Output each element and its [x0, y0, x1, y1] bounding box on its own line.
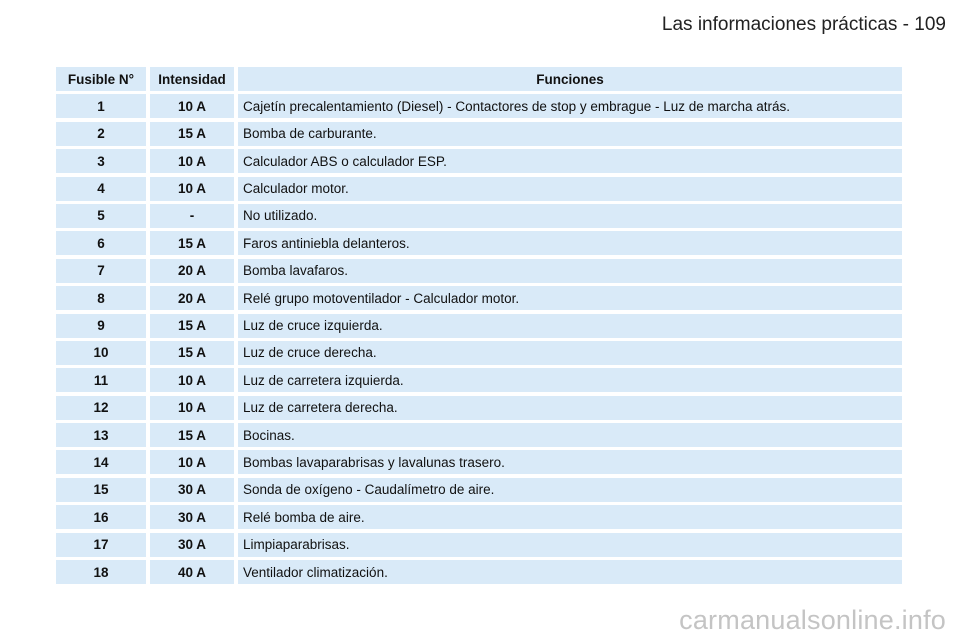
amperage-cell: 15 A — [150, 122, 234, 146]
fuse-number-cell: 14 — [56, 450, 146, 474]
function-cell: Bombas lavaparabrisas y lavalunas trasero. — [238, 450, 902, 474]
fuse-number-cell: 5 — [56, 204, 146, 228]
fuse-number-cell: 2 — [56, 122, 146, 146]
fuse-number-cell: 16 — [56, 505, 146, 529]
table-row — [56, 231, 902, 255]
function-cell: Luz de cruce izquierda. — [238, 314, 902, 338]
function-cell: Sonda de oxígeno - Caudalímetro de aire. — [238, 478, 902, 502]
amperage-cell: 10 A — [150, 149, 234, 173]
fuse-number-cell: 7 — [56, 259, 146, 283]
table-row — [56, 149, 902, 173]
table-row — [56, 94, 902, 118]
fuse-number-cell: 8 — [56, 286, 146, 310]
amperage-cell: 15 A — [150, 423, 234, 447]
fuse-number-cell: 9 — [56, 314, 146, 338]
table-row — [56, 286, 902, 310]
table-row — [56, 450, 902, 474]
amperage-cell: 20 A — [150, 259, 234, 283]
amperage-cell: 30 A — [150, 478, 234, 502]
amperage-cell: 20 A — [150, 286, 234, 310]
table-row — [56, 204, 902, 228]
table-row — [56, 341, 902, 365]
column-header-fuse: Fusible N° — [56, 67, 146, 91]
table-row — [56, 177, 902, 201]
amperage-cell: 15 A — [150, 341, 234, 365]
fuse-number-cell: 15 — [56, 478, 146, 502]
function-cell: Relé bomba de aire. — [238, 505, 902, 529]
amperage-cell: - — [150, 204, 234, 228]
function-cell: No utilizado. — [238, 204, 902, 228]
function-cell: Bomba lavafaros. — [238, 259, 902, 283]
fuse-number-cell: 6 — [56, 231, 146, 255]
column-header-amperage: Intensidad — [150, 67, 234, 91]
amperage-cell: 15 A — [150, 231, 234, 255]
fuse-table — [56, 67, 902, 587]
table-row — [56, 368, 902, 392]
function-cell: Faros antiniebla delanteros. — [238, 231, 902, 255]
fuse-number-cell: 18 — [56, 560, 146, 584]
amperage-cell: 40 A — [150, 560, 234, 584]
table-row — [56, 478, 902, 502]
amperage-cell: 10 A — [150, 177, 234, 201]
table-row — [56, 314, 902, 338]
watermark: carmanualsonline.info — [679, 605, 946, 635]
function-cell: Ventilador climatización. — [238, 560, 902, 584]
fuse-number-cell: 11 — [56, 368, 146, 392]
fuse-number-cell: 13 — [56, 423, 146, 447]
page-header: Las informaciones prácticas - 109 — [661, 14, 946, 35]
fuse-number-cell: 1 — [56, 94, 146, 118]
table-row — [56, 122, 902, 146]
column-header-functions: Funciones — [238, 67, 902, 91]
amperage-cell: 10 A — [150, 368, 234, 392]
table-row — [56, 533, 902, 557]
amperage-cell: 10 A — [150, 450, 234, 474]
table-row — [56, 560, 902, 584]
fuse-number-cell: 12 — [56, 396, 146, 420]
amperage-cell: 15 A — [150, 314, 234, 338]
amperage-cell: 10 A — [150, 94, 234, 118]
function-cell: Calculador motor. — [238, 177, 902, 201]
fuse-number-cell: 3 — [56, 149, 146, 173]
table-body — [56, 94, 902, 584]
table-row — [56, 396, 902, 420]
table-row — [56, 505, 902, 529]
function-cell: Luz de carretera derecha. — [238, 396, 902, 420]
function-cell: Luz de cruce derecha. — [238, 341, 902, 365]
fuse-number-cell: 10 — [56, 341, 146, 365]
amperage-cell: 30 A — [150, 533, 234, 557]
function-cell: Luz de carretera izquierda. — [238, 368, 902, 392]
function-cell: Relé grupo motoventilador - Calculador motor. — [238, 286, 902, 310]
function-cell: Limpiaparabrisas. — [238, 533, 902, 557]
fuse-number-cell: 17 — [56, 533, 146, 557]
table-row — [56, 259, 902, 283]
function-cell: Cajetín precalentamiento (Diesel) - Contactores de stop y embrague - Luz de marcha atrás. — [238, 94, 902, 118]
amperage-cell: 30 A — [150, 505, 234, 529]
table-header-row — [56, 67, 902, 91]
amperage-cell: 10 A — [150, 396, 234, 420]
function-cell: Bomba de carburante. — [238, 122, 902, 146]
function-cell: Calculador ABS o calculador ESP. — [238, 149, 902, 173]
table-row — [56, 423, 902, 447]
function-cell: Bocinas. — [238, 423, 902, 447]
fuse-number-cell: 4 — [56, 177, 146, 201]
